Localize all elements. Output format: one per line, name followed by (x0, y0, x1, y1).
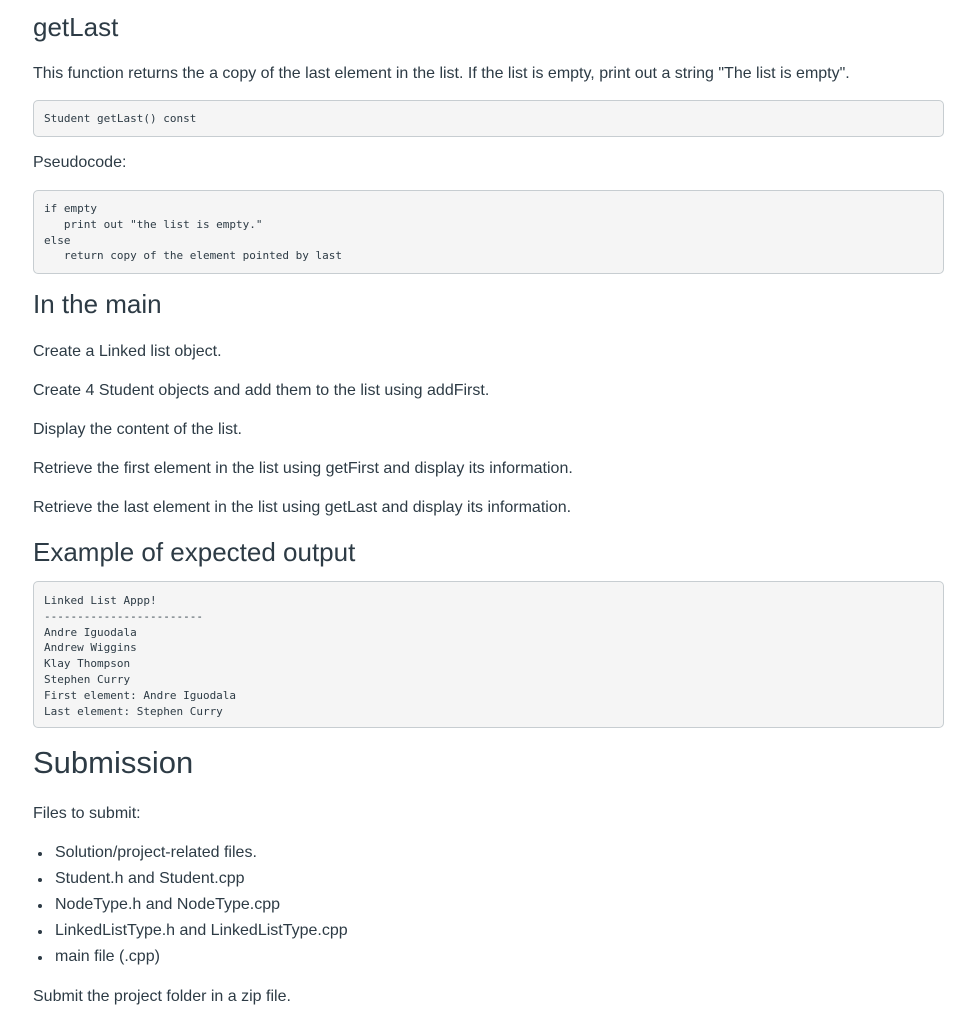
submission-footer: Submit the project folder in a zip file. (33, 988, 291, 1005)
list-item: Student.h and Student.cpp (33, 866, 348, 892)
submission-heading: Submission (33, 745, 194, 780)
list-item: LinkedListType.h and LinkedListType.cpp (33, 918, 348, 944)
list-item: Solution/project-related files. (33, 840, 348, 866)
pseudocode-label: Pseudocode: (33, 154, 127, 171)
main-step: Retrieve the last element in the list using getLast and display its information. (33, 499, 572, 516)
main-step: Retrieve the first element in the list using getFirst and display its information. (33, 460, 573, 477)
files-label: Files to submit: (33, 805, 141, 822)
list-item: main file (.cpp) (33, 944, 348, 970)
files-list (33, 840, 348, 970)
getlast-heading: getLast (33, 12, 119, 42)
list-item: NodeType.h and NodeType.cpp (33, 892, 348, 918)
example-output-block: Linked List Appp! ------------------------ Andre Iguodala Andrew Wiggins Klay Thompson Stephen Curry First element: Andre Iguodala Last element: Stephen Curry (33, 581, 944, 728)
example-heading: Example of expected output (33, 537, 356, 567)
pseudocode-block: if empty print out "the list is empty." else return copy of the element pointed by last (33, 190, 944, 274)
main-step: Create 4 Student objects and add them to the list using addFirst. (33, 382, 490, 399)
getlast-signature-code: Student getLast() const (33, 100, 944, 137)
main-section-heading: In the main (33, 289, 162, 319)
main-step: Display the content of the list. (33, 421, 242, 438)
getlast-description: This function returns the a copy of the last element in the list. If the list is empty, print out a string "The list is empty". (33, 65, 850, 82)
main-step: Create a Linked list object. (33, 343, 222, 360)
